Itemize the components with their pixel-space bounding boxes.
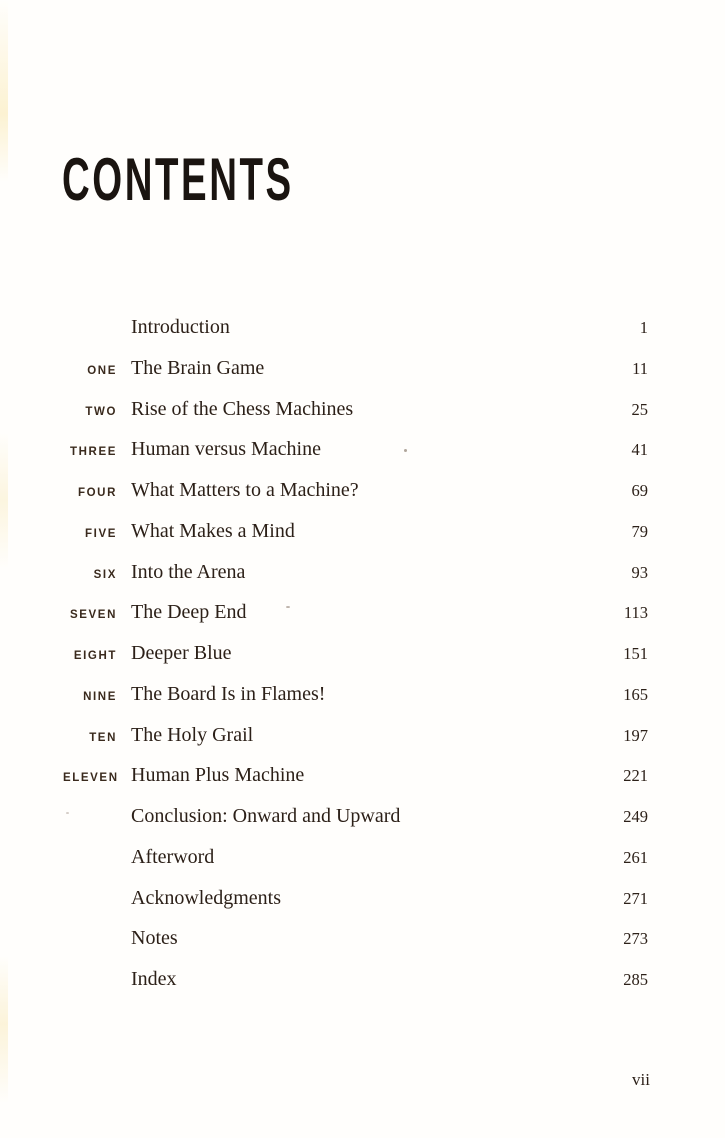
toc-entry [63,837,648,878]
chapter-title: What Makes a Mind [131,519,295,542]
chapter-title: Afterword [131,845,215,868]
chapter-page-number: 79 [631,521,648,541]
toc-entry [63,592,648,633]
chapter-title: The Holy Grail [131,723,254,746]
chapter-title: Deeper Blue [131,642,232,664]
table-of-contents [63,307,648,1000]
chapter-page-number: 93 [631,562,648,582]
toc-entry [63,918,648,959]
chapter-number-label: TWO [85,405,117,418]
chapter-page-number: 273 [623,929,648,949]
page-title: CONTENTS [62,146,294,213]
toc-entry [63,429,648,470]
chapter-page-number: 249 [623,807,648,826]
chapter-number-label: ONE [87,364,117,377]
page-folio: vii [632,1070,650,1089]
chapter-title: The Board Is in Flames! [131,682,326,705]
toc-entry [63,674,648,715]
chapter-number-label: TEN [89,731,117,744]
toc-entry [63,715,648,756]
chapter-title: Human versus Machine [131,438,321,461]
chapter-title: Into the Arena [131,560,246,583]
chapter-page-number: 261 [623,847,648,867]
chapter-page-number: 221 [623,766,648,786]
chapter-page-number: 285 [623,970,648,989]
toc-entry [63,633,648,674]
chapter-page-number: 165 [623,684,648,704]
chapter-title: Index [131,968,177,990]
chapter-page-number: 25 [631,399,648,419]
toc-entry [63,307,648,348]
chapter-title: Acknowledgments [131,886,281,909]
toc-entry [63,389,648,430]
chapter-page-number: 69 [631,481,648,500]
chapter-number-label: SIX [93,568,117,581]
chapter-title: Rise of the Chess Machines [131,397,354,420]
toc-entry [63,796,648,837]
chapter-number-label: ELEVEN [63,772,119,785]
chapter-number-label: FOUR [78,487,117,499]
scan-edge-tint [0,0,8,1138]
chapter-title: Introduction [131,316,230,338]
chapter-page-number: 41 [631,440,648,460]
chapter-title: The Deep End [131,601,247,624]
chapter-page-number: 151 [623,644,648,663]
chapter-page-number: 271 [623,888,648,908]
chapter-title: Human Plus Machine [131,764,305,787]
toc-entry [63,755,648,796]
chapter-title: What Matters to a Machine? [131,479,359,501]
toc-entry [63,552,648,593]
chapter-title: The Brain Game [131,356,265,379]
chapter-title: Notes [131,927,178,950]
chapter-number-label: THREE [70,446,117,459]
chapter-number-label: EIGHT [73,650,117,662]
toc-entry [63,348,648,389]
chapter-number-label: FIVE [85,527,117,540]
chapter-page-number: 1 [639,318,648,337]
chapter-title: Conclusion: Onward and Upward [131,805,401,827]
chapter-number-label: SEVEN [70,609,117,622]
chapter-page-number: 197 [623,725,648,745]
chapter-page-number: 113 [623,603,648,623]
chapter-number-label: NINE [83,690,117,703]
toc-entry [63,878,648,919]
toc-entry [63,511,648,552]
toc-entry [63,470,648,511]
chapter-page-number: 11 [632,358,648,378]
toc-entry [63,959,648,1000]
